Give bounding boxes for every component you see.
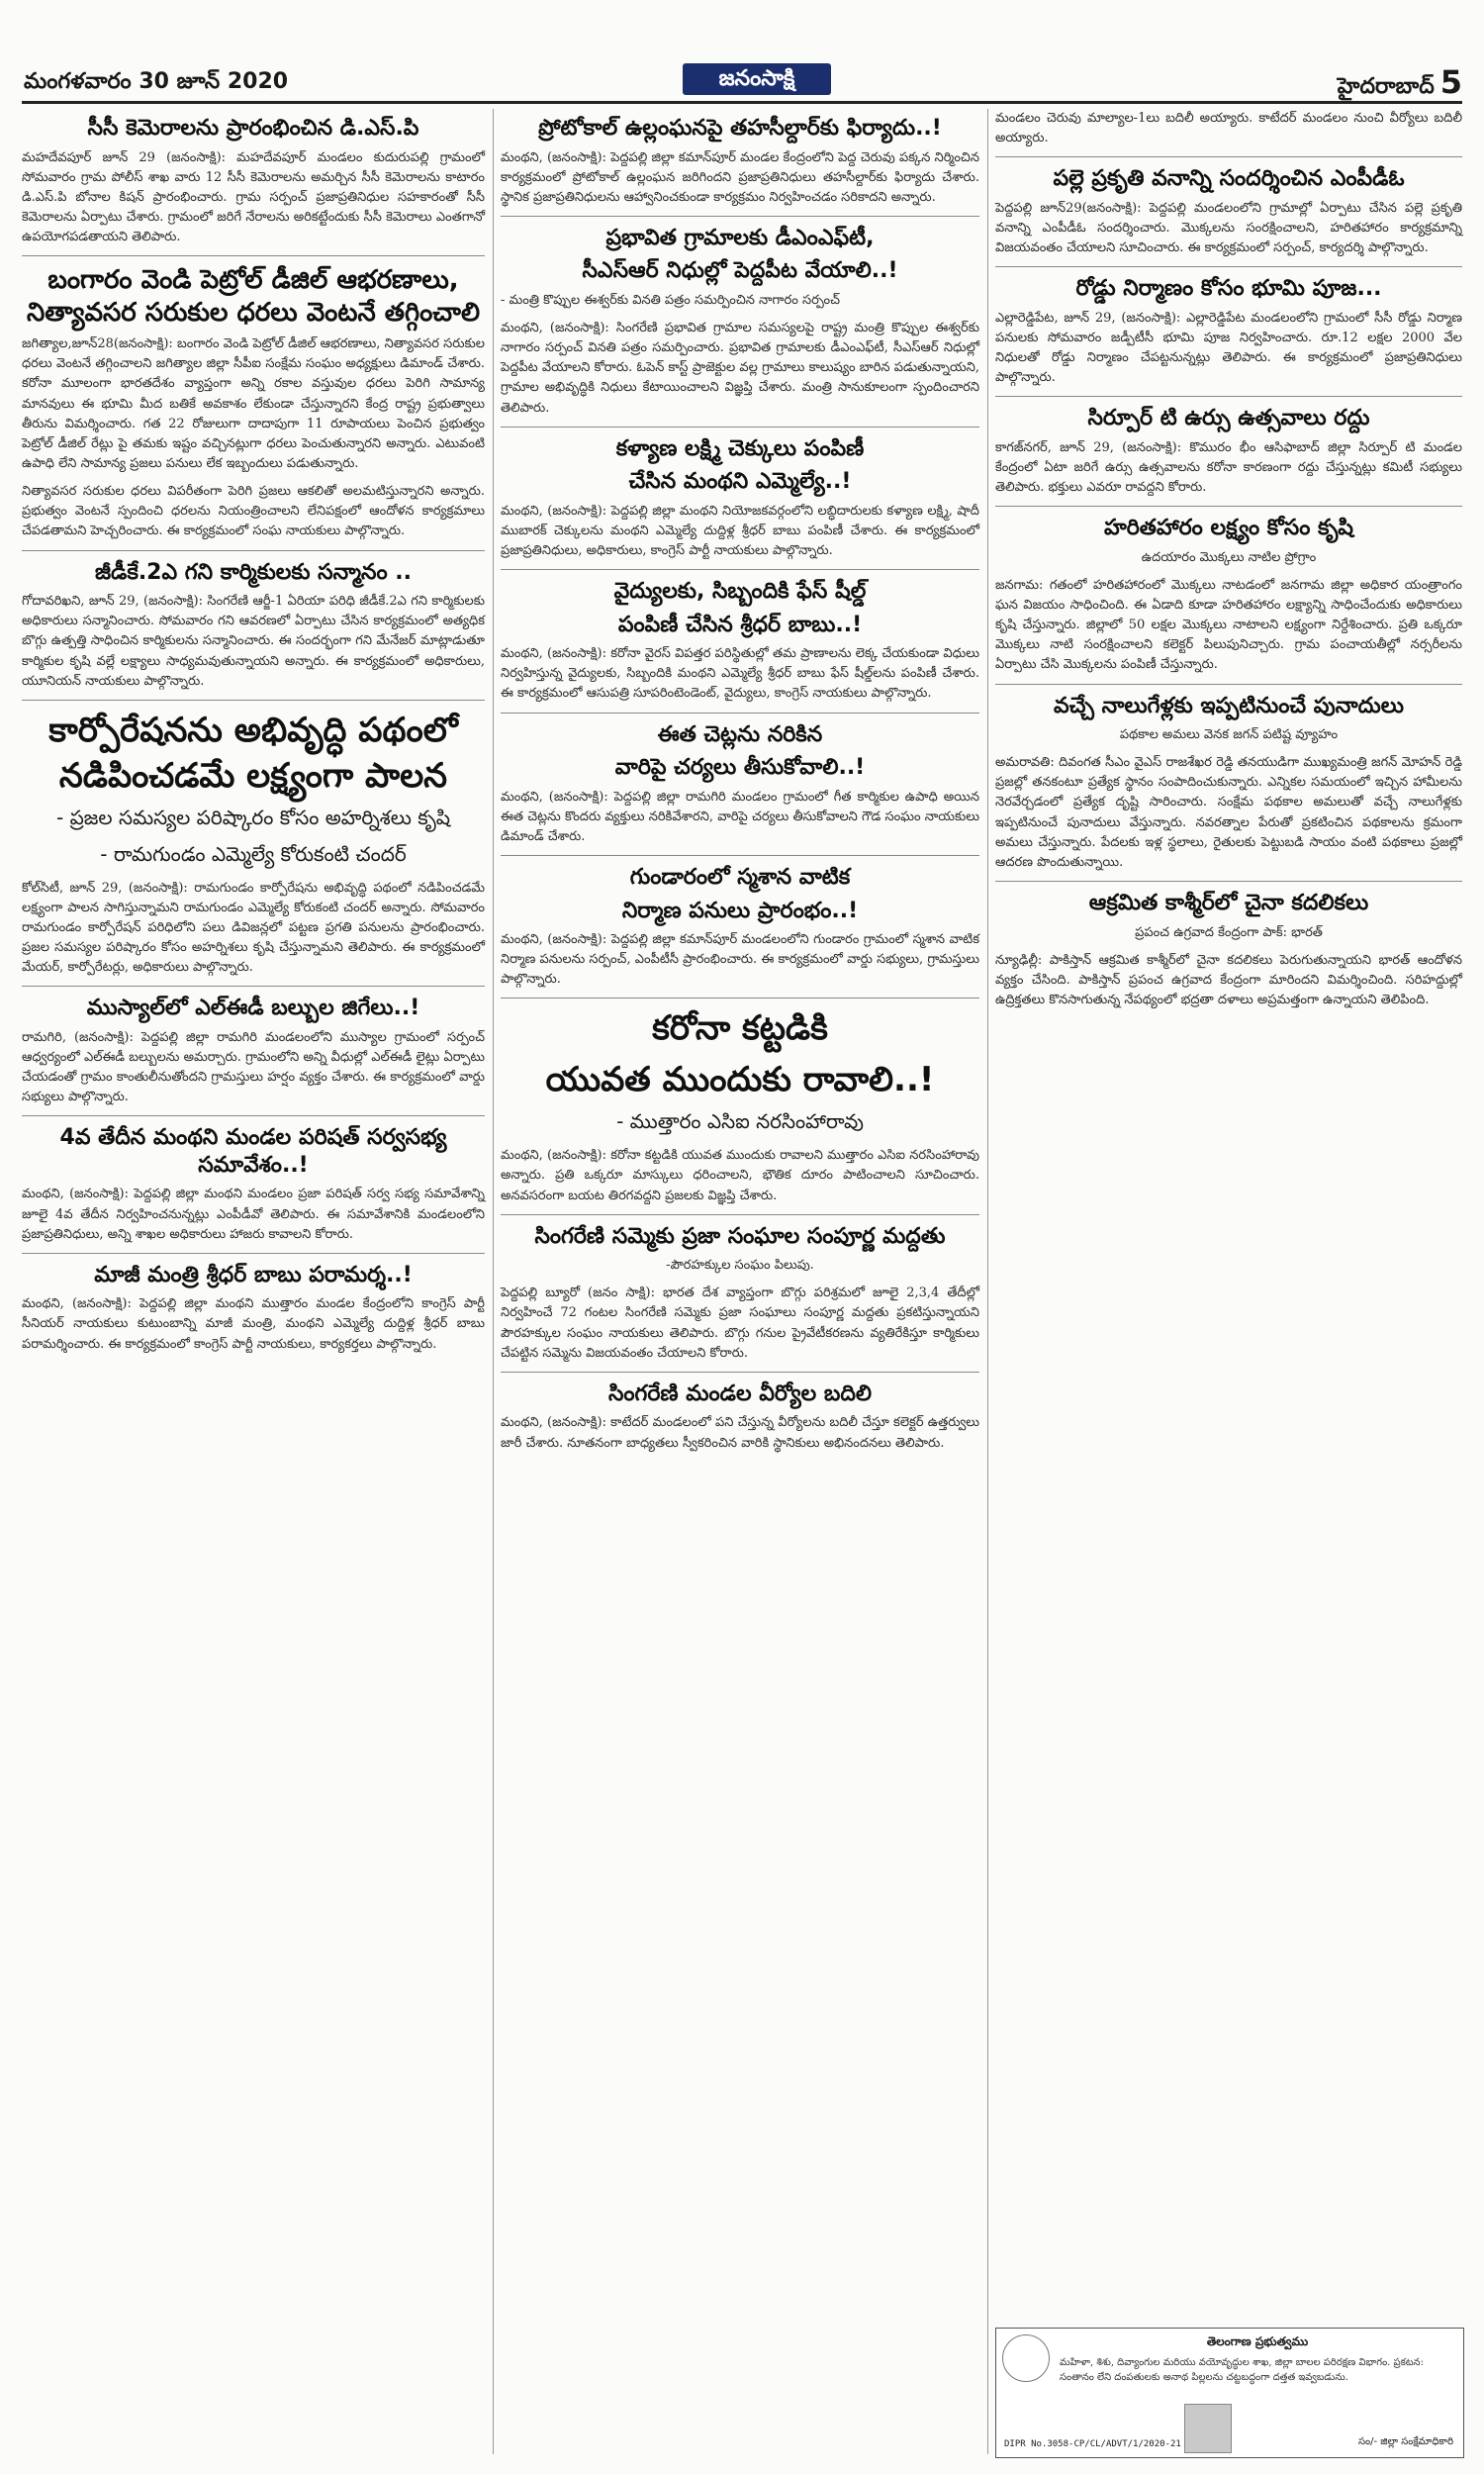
article-body: మంథని, (జనంసాక్షి): కరోనా వైరస్ విపత్తర పరిస్థితుల్లో తమ ప్రాణాలను లెక్క చేయకుండా విధులు నిర్వహిస్తున్న వైద్యులకు, సిబ్బందికి మంథని ఎమ్మెల్యే శ్రీధర్ బాబు ఫేస్ షీల్డ్‌లను పంపిణీ చేశారు. ఈ కార్యక్రమంలో ఆసుపత్రి సూపరింటెండెంట్, వైద్యులు, కాంగ్రెస్ నాయకులు పాల్గొన్నారు. [501,646,979,702]
column-divider [987,109,988,2454]
article-body: కాగజ్‌నగర్, జూన్ 29, (జనంసాక్షి): కొమురం భీం ఆసిఫాబాద్ జిల్లా సిర్పూర్ టి మండల కేంద్రంలో ఏటా జరిగే ఉర్సు ఉత్సవాలను కరోనా కారణంగా రద్దు చేస్తున్నట్లు కమిటీ సభ్యులు తెలిపారు. భక్తులు ఎవరూ రావద్దని కోరారు. [995,439,1462,496]
divider [501,569,979,570]
subheadline: ప్రపంచ ఉగ్రవాద కేంద్రంగా పాక్‌: భారత్ [1135,924,1323,940]
ad-body: మహిళా, శిశు, దివ్యాంగుల మరియు వయోవృద్ధుల శాఖ, జిల్లా బాలల పరిరక్షణ విభాగం. ప్రకటన: సంతానం లేని దంపతులకు అనాథ పిల్లలను చట్టబద్ధంగా దత్తత ఇవ్వబడును. [1060,2357,1424,2383]
article-body: పెద్దపల్లి బ్యూరో (జనం సాక్షి): భారత దేశ వ్యాప్తంగా బొగ్గు పరిశ్రమలో జూలై 2,3,4 తేదీల్లో నిర్వహించే 72 గంటల సింగరేణి సమ్మెకు ప్రజా సంఘాలు సంపూర్ణ మద్దతు ప్రకటిస్తున్నాయని పౌరహక్కుల సంఘం నాయకులు తెలిపారు. బొగ్గు గనుల ప్రైవేటీకరణను వ్యతిరేకిస్తూ కార్మికులు చేపట్టిన సమ్మెను విజయవంతం చేయాలని కోరారు. [501,1285,979,1361]
headline: పంపిణీ చేసిన శ్రీధర్ బాబు..! [617,612,863,637]
column-left [22,109,485,1363]
subheadline: - ముత్తారం ఎసిఐ నరసింహారావు [616,1109,864,1134]
headline: వైద్యులకు, సిబ్బందికి ఫేస్ షీల్డ్ [613,579,867,605]
government-advertisement [995,2328,1464,2458]
divider [501,713,979,714]
headline: బంగారం వెండి పెట్రోల్ డీజిల్ ఆభరణాలు, నిత్యావసర సరుకుల ధరలు వెంటనే తగ్గించాలి [26,265,481,328]
headline: వారిపై చర్యలు తీసుకోవాలి..! [614,755,866,781]
article-body: ఎల్లారెడ్డిపేట, జూన్ 29, (జనంసాక్షి): ఎల్లారెడ్డిపేట మండలంలోని గ్రామంలో సీసీ రోడ్డు నిర్మాణ పనులకు సోమవారం జడ్పీటీసీ భూమి పూజ నిర్వహించారు. రూ.12 లక్షల 2000 వేల నిధులతో రోడ్డు నిర్మాణం చేపట్టనున్నట్లు తెలిపారు. ఈ కార్యక్రమంలో ప్రజాప్రతినిధులు పాల్గొన్నారు. [995,310,1462,386]
ad-photo [1184,2404,1232,2453]
divider [22,986,485,987]
city-name: హైదరాబాద్ [1337,74,1435,99]
headline: చేసిన మంథని ఎమ్మెల్యే..! [628,469,852,495]
column-divider [493,109,494,2454]
subheadline: - ప్రజల సమస్యల పరిష్కారం కోసం అహర్నిశలు కృషి [56,805,450,829]
article-body: మంథని, (జనంసాక్షి): పెద్దపల్లి జిల్లా కమాన్‌పూర్ మండలంలోని గుండారం గ్రామంలో స్మశాన వాటిక నిర్మాణ పనులను సర్పంచ్, ఎంపీటీసీ ప్రారంభించారు. ఈ కార్యక్రమంలో వార్డు సభ్యులు, గ్రామస్తులు పాల్గొన్నారు. [501,932,979,988]
article-body: నిత్యావసర సరుకుల ధరలు విపరీతంగా పెరిగి ప్రజలు ఆకలితో అలమటిస్తున్నారని అన్నారు. ప్రభుత్వం వెంటనే స్పందించి ధరలను నియంత్రించాలని లేనిపక్షంలో ఆందోళన కార్యక్రమాలు చేపడతామని హెచ్చరించారు. ఈ కార్యక్రమంలో సంఘ నాయకులు పాల్గొన్నారు. [22,484,485,539]
divider [501,998,979,999]
government-emblem-icon [1002,2334,1050,2382]
headline: సింగరేణి సమ్మెకు ప్రజా సంఘాల సంపూర్ణ మద్దతు [534,1223,946,1249]
headline: రోడ్డు నిర్మాణం కోసం భూమి పూజ... [1075,276,1382,302]
divider [501,855,979,856]
headline: ముస్యాల్‌లో ఎల్ఈడీ బల్బుల జిగేలు..! [86,996,420,1021]
divider [995,396,1462,397]
article-body: మహదేవపూర్ జూన్ 29 (జనంసాక్షి): మహదేవపూర్ మండలం కుదురుపల్లి గ్రామంలో సోమవారం గ్రామ పోలీస్ శాఖ వారు 12 సీసీ కెమెరాలను అమర్చిన సీసీ కెమెరాలను కాటారం డి.ఎస్.పి బోనాల కిషన్ ప్రారంభించారు. గ్రామ సర్పంచ్ ప్రజాప్రతినిధుల సహకారంతో సీసీ కెమెరాలను ఏర్పాటు చేశారు. గ్రామంలో జరిగే నేరాలను అరికట్టేందుకు సీసీ కెమెరాలు ఎంతగానో ఉపయోగపడతాయని తెలిపారు. [22,149,485,245]
article-body: మంథని, (జనంసాక్షి): కాటేదర్ మండలంలో పని చేస్తున్న వీర్యోలను బదిలీ చేస్తూ కలెక్టర్ ఉత్తర్వులు జారీ చేశారు. నూతనంగా బాధ్యతలు స్వీకరించిన వారికి స్థానికులు అభినందనలు తెలిపారు. [501,1415,979,1451]
headline: సింగరేణి మండల వీర్యోల బదిలి [607,1380,873,1406]
divider [22,255,485,256]
headline: కార్పోరేషనను అభివృద్ధి పథంలో నడిపించడమే లక్ష్యంగా పాలన [48,710,458,796]
headline: ఈత చెట్లను నరికిన [657,721,823,747]
subheadline: -పౌరహక్కుల సంఘం పిలుపు. [666,1258,814,1274]
article-body: మంథని, (జనంసాక్షి): పెద్దపల్లి జిల్లా మంథని ముత్తారం మండల కేంద్రంలోని కాంగ్రెస్ పార్టీ సీనియర్ నాయకులు కుటుంబాన్ని మాజీ మంత్రి, మంథని ఎమ్మెల్యే దుద్దిళ్ల శ్రీధర్ బాబు పరామర్శించారు. ఈ కార్యక్రమంలో కాంగ్రెస్ పార్టీ నాయకులు, కార్యకర్తలు పాల్గొన్నారు. [22,1296,485,1352]
headline: జీడీకే.2ఎ గని కార్మికులకు సన్మానం .. [94,559,413,585]
divider [995,684,1462,685]
article-body: మంథని, (జనంసాక్షి): పెద్దపల్లి జిల్లా మంథని నియోజకవర్గంలోని లబ్ధిదారులకు కళ్యాణ లక్ష్మి, షాదీ ముబారక్ చెక్కులను మంథని ఎమ్మెల్యే దుద్దిళ్ల శ్రీధర్ బాబు పంపిణీ చేశారు. ఈ కార్యక్రమంలో ప్రజాప్రతినిధులు, అధికారులు, కాంగ్రెస్ పార్టీ నాయకులు పాల్గొన్నారు. [501,503,979,559]
article-body: గోదావరిఖని, జూన్ 29, (జనంసాక్షి): సింగరేణి ఆర్జీ-1 ఏరియా పరిధి జీడీకే.2ఎ గని కార్మికులకు అధికారులు సన్మానించారు. సోమవారం గని ఆవరణలో ఏర్పాటు చేసిన కార్యక్రమంలో అత్యధిక బొగ్గు ఉత్పత్తి సాధించిన కార్మికులను సన్మానించారు. ఈ సందర్భంగా గని మేనేజర్ మాట్లాడుతూ కార్మికుల కృషి వల్లే లక్ష్యాలు సాధ్యమవుతున్నాయని అన్నారు. ఈ కార్యక్రమంలో అధికారులు, యూనియన్ నాయకులు పాల్గొన్నారు. [22,594,485,689]
masthead [0,0,1484,99]
headline: పల్లె ప్రకృతి వనాన్ని సందర్శించిన ఎంపీడీఓ [1053,166,1405,192]
article-body: జగిత్యాల,జూన్28(జనంసాక్షి): బంగారం వెండి పెట్రోల్ డీజిల్ ఆభరణాలు, నిత్యావసర సరుకుల ధరలు వెంటనే తగ్గించాలని జగిత్యాల జిల్లా సీపీఐ సంక్షేమ సంఘం అధ్యక్షులు డిమాండ్ చేశారు. కరోనా మూలంగా భారతదేశం వ్యాప్తంగా అన్ని రకాల వస్తువుల ధరలు పెరిగి సామాన్య మానవులు ఈ భూమి మీద బతికే అవకాశం లేకుండా చేస్తున్నారని కేంద్ర రాష్ట్ర ప్రభుత్వాలు తీరును విమర్శించారు. గత 22 రోజులుగా దాదాపుగా 11 రూపాయలు పెంచిన ప్రభుత్వం పెట్రోల్ డీజిల్ రేట్లు పై తమకు ఇష్టం వచ్చినట్లుగా ధరలు పెంచుతున్నారని అన్నారు. ఎటువంటి ఉపాధి లేని సామాన్య ప్రజలు పనులు లేక ఇబ్బందులు పడుతున్నారు. [22,336,485,472]
divider [22,1115,485,1116]
article-body: మంథని, (జనంసాక్షి): పెద్దపల్లి జిల్లా మంథని మండలం ప్రజా పరిషత్ సర్వ సభ్య సమావేశాన్ని జూలై 4వ తేదీన నిర్వహించనున్నట్లు ఎంపీడీవో తెలిపారు. ఈ సమావేశానికి మండలంలోని ప్రజాప్రతినిధులు, అన్ని శాఖల అధికారులు హాజరు కావాలని కోరారు. [22,1187,485,1242]
headline: ఆక్రమిత కాశ్మీర్‌లో చైనా కదలికలు [1088,891,1369,916]
divider [995,266,1462,267]
headline: సీఎస్ఆర్ నిధుల్లో పెద్దపీట వేయాలి..! [582,258,898,284]
headline: సీసీ కెమెరాలను ప్రారంభించిన డి.ఎస్.పి [87,116,419,141]
article-body: కోల్‌సిటీ, జూన్ 29, (జనంసాక్షి): రామగుండం కార్పోరేషను అభివృద్ధి పథంలో నడిపించడమే లక్ష్యంగా పాలన సాగిస్తున్నామని రామగుండం ఎమ్మెల్యే కోరుకంటి చందర్ అన్నారు. సోమవారం రామగుండం కార్పోరేషన్ పరిధిలోని పలు డివిజన్లలో పట్టణ ప్రగతి పనులను ప్రారంభించారు. ప్రజల సమస్యల పరిష్కారం కోసం అహర్నిశలు కృషి చేస్తున్నామని తెలిపారు. ఈ కార్యక్రమంలో మేయర్, కార్పోరేటర్లు, అధికారులు పాల్గొన్నారు. [22,880,485,976]
article-body: మంథని, (జనంసాక్షి): పెద్దపల్లి జిల్లా కమాన్‌పూర్ మండల కేంద్రంలోని పెద్ద చెరువు పక్కన నిర్మించిన కార్యక్రమంలో ప్రోటోకాల్ ఉల్లంఘన జరిగిందని ప్రజాప్రతినిధులు తహసీల్దార్‌కు ఫిర్యాదు చేశారు. స్థానిక ప్రజాప్రతినిధులను ఆహ్వానించకుండా కార్యక్రమం నిర్వహించడం సరికాదని అన్నారు. [501,149,979,205]
subheadline: ఉదయారం మొక్కలు నాటిల ప్రోగ్రాం [1141,549,1317,565]
divider [501,1372,979,1373]
ad-signature: సం/- జిల్లా సంక్షేమాధికారి [1358,2436,1453,2447]
divider [995,881,1462,882]
page-number: 5 [1439,63,1462,101]
divider [995,156,1462,157]
edition-label [1338,63,1462,104]
paper-logo: జనంసాక్షి [683,63,831,95]
divider [22,700,485,701]
column-right [995,109,1462,1018]
masthead-rule [22,101,1462,104]
divider [501,216,979,217]
article-body: రామగిరి, (జనంసాక్షి): పెద్దపల్లి జిల్లా రామగిరి మండలంలోని ముస్యాల గ్రామంలో సర్పంచ్ ఆధ్వర్యంలో ఎల్ఈడీ బల్బులను అమర్చారు. గ్రామంలోని అన్ని వీధుల్లో ఎల్ఈడీ లైట్లు ఏర్పాటు చేయడంతో గ్రామం కాంతులీనుతోందని గ్రామస్తులు హర్షం వ్యక్తం చేశారు. ఈ కార్యక్రమంలో వార్డు సభ్యులు పాల్గొన్నారు. [22,1029,485,1105]
article-body: జనగామ: గతంలో హరితహారంలో మొక్కలు నాటడంలో జనగామ జిల్లా అధికార యంత్రాంగం ఘన విజయం సాధించింది. ఈ ఏడాది కూడా హరితహారం లక్ష్యాన్ని సాధించేందుకు అధికారులు కృషి చేస్తున్నారు. జిల్లాలో 50 లక్షల మొక్కలు నాటాలని లక్ష్యంగా నిర్దేశించారు. ప్రతి ఒక్కరూ మొక్కలు నాటి సంరక్షించాలని కలెక్టర్ పిలుపునిచ్చారు. గ్రామ పంచాయతీల్లో నర్సరీలను ఏర్పాటు చేసి మొక్కలను పంపిణీ చేస్తున్నారు. [995,577,1462,673]
subheadline: - మంత్రి కొప్పుల ఈశ్వర్‌కు వినతి పత్రం సమర్పించిన నాగారం సర్పంచ్ [501,292,840,308]
headline: కళ్యాణ లక్ష్మి చెక్కులు పంపిణీ [615,435,865,461]
divider [22,1253,485,1254]
divider [501,427,979,428]
headline: 4వ తేదీన మంథని మండల పరిషత్ సర్వసభ్య సమావేశం..! [59,1125,447,1178]
subheadline: పథకాల అమలు వెనక జగన్ పటిష్ట వ్యూహం [1119,727,1339,743]
headline: ప్రోటోకాల్ ఉల్లంఘనపై తహసీల్దార్‌కు ఫిర్యాదు..! [538,116,942,141]
article-body: పెద్దపల్లి జూన్29(జనంసాక్షి): పెద్దపల్లి మండలంలోని గ్రామాల్లో ఏర్పాటు చేసిన పల్లె ప్రకృతి వనాన్ని ఎంపీడీఓ సందర్శించారు. మొక్కలను సంరక్షించాలని, హరితహారం కార్యక్రమాన్ని విజయవంతం చేయాలని సూచించారు. ఈ కార్యక్రమంలో సర్పంచ్, కార్యదర్శి పాల్గొన్నారు. [995,200,1462,256]
headline: సిర్పూర్ టి ఉర్సు ఉత్సవాలు రద్దు [1087,406,1370,431]
headline: మాజీ మంత్రి శ్రీధర్ బాబు పరామర్శ..! [94,1262,413,1287]
article-body: న్యూఢిల్లీ: పాకిస్తాన్ ఆక్రమిత కాశ్మీర్‌లో చైనా కదలికలు పెరుగుతున్నాయని భారత్ ఆందోళన వ్యక్తం చేసింది. పాకిస్తాన్ ప్రపంచ ఉగ్రవాద కేంద్రంగా మారిందని విమర్శించింది. సరిహద్దుల్లో ఉద్రిక్తతలు కొనసాగుతున్న నేపథ్యంలో భద్రతా దళాలు అప్రమత్తంగా ఉన్నాయని తెలిపింది. [995,952,1462,1007]
article-body: అమరావతి: దివంగత సీఎం వైఎస్ రాజశేఖర రెడ్డి తనయుడిగా ముఖ్యమంత్రి జగన్ మోహన్ రెడ్డి ప్రజల్లో తనకంటూ ప్రత్యేక స్థానం సంపాదించుకున్నారు. ఎన్నికల సమయంలో ఇచ్చిన హామీలను నెరవేర్చడంలో ప్రత్యేక దృష్టి సారించారు. సంక్షేమ పథకాల అమలుతో వచ్చే నాలుగేళ్లకు ఇప్పటినుంచే పునాదులు వేస్తున్నారు. నవరత్నాల పేరుతో ప్రకటించిన పథకాలను క్రమంగా అమలు చేస్తున్నారు. పేదలకు ఇళ్ల స్థలాలు, రైతులకు పెట్టుబడి సాయం వంటి పథకాలు ప్రజల్లో ఆదరణ పొందుతున్నాయి. [995,755,1462,870]
article-body: మండలం చెరువు మాల్యాల-1లు బదిలీ అయ్యారు. కాటేదర్ మండలం నుంచి వీర్యోలు బదిలీ అయ్యారు. [995,111,1462,146]
subheadline: - రామగుండం ఎమ్మెల్యే కోరుకంటి చందర్ [100,841,407,866]
headline: గుండారంలో స్మశాన వాటిక [629,865,851,891]
divider [501,1214,979,1215]
article-body: మంథని, (జనంసాక్షి): పెద్దపల్లి జిల్లా రామగిరి మండలం గ్రామంలో గీత కార్మికుల ఉపాధి అయిన ఈత చెట్లను కొందరు వ్యక్తులు నరికివేశారని, వారిపై చర్యలు తీసుకోవాలని గౌడ సంఘం నాయకులు డిమాండ్ చేశారు. [501,789,979,844]
article-body: మంథని, (జనంసాక్షి): సింగరేణి ప్రభావిత గ్రామాల సమస్యలపై రాష్ట్ర మంత్రి కొప్పుల ఈశ్వర్‌కు నాగారం సర్పంచ్ వినతి పత్రం సమర్పించారు. ప్రభావిత గ్రామాలకు డీఎంఎఫ్‌టీ, సీఎస్ఆర్ నిధుల్లో పెద్దపీట వేయాలని కోరారు. ఓపెన్ కాస్ట్ ప్రాజెక్టుల వల్ల గ్రామాలు కాలుష్యం బారిన పడుతున్నాయని, గ్రామాల అభివృద్ధికి నిధులు కేటాయించాలని విజ్ఞప్తి చేశారు. మంత్రి సానుకూలంగా స్పందించారని తెలిపారు. [501,321,979,416]
headline: యువత ముందుకు రావాలి..! [545,1060,935,1100]
headline: కరోనా కట్టడికి [652,1008,828,1049]
headline: వచ్చే నాలుగేళ్లకు ఇప్పటినుంచే పునాదులు [1054,693,1404,718]
ad-code: DIPR No.3058-CP/CL/ADVT/1/2020-21 [1004,2439,1181,2449]
ad-title: తెలంగాణ ప్రభుత్వము [1206,2334,1309,2348]
headline: నిర్మాణ పనులు ప్రారంభం..! [621,898,859,923]
issue-date: మంగళవారం 30 జూన్ 2020 [24,69,289,94]
headline: ప్రభావిత గ్రామాలకు డీఎంఎఫ్‌టీ, [605,225,875,250]
headline: హరితహారం లక్ష్యం కోసం కృషి [1104,516,1353,541]
article-body: మంథని, (జనంసాక్షి): కరోనా కట్టడికి యువత ముందుకు రావాలని ముత్తారం ఎసిఐ నరసింహారావు అన్నారు. ప్రతి ఒక్కరూ మాస్కులు ధరించాలని, భౌతిక దూరం పాటించాలని సూచించారు. అనవసరంగా బయట తిరగవద్దని ప్రజలకు విజ్ఞప్తి చేశారు. [501,1148,979,1203]
column-middle [501,109,979,1462]
divider [995,506,1462,507]
divider [22,550,485,551]
